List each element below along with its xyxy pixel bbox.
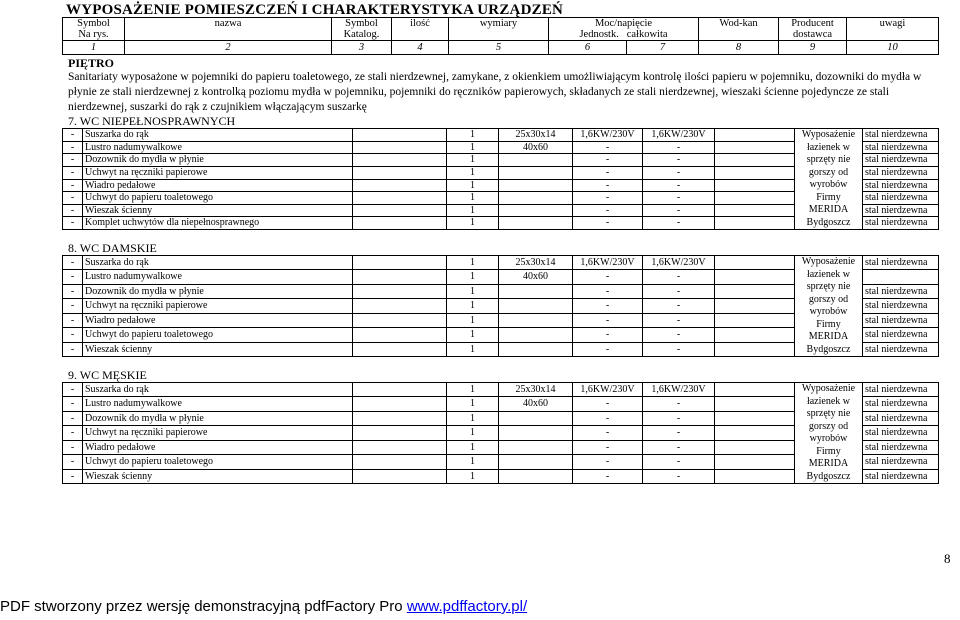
producer-cell: Wyposażenie łazienek w sprzęty nie gorszy od wyrobów Firmy MERIDA Bydgoszcz <box>795 256 863 357</box>
item-notes: stal nierdzewna <box>863 141 939 154</box>
item-power-unit: - <box>573 299 643 313</box>
item-name: Wiadro pedałowe <box>83 440 353 454</box>
item-power-unit: - <box>573 455 643 469</box>
col-number: 7 <box>627 41 699 55</box>
col-number: 3 <box>332 41 392 55</box>
item-power-unit: 1,6KW/230V <box>573 383 643 397</box>
item-wodkan <box>715 397 795 411</box>
item-notes: stal nierdzewna <box>863 426 939 440</box>
col-number: 10 <box>847 41 939 55</box>
row-dash: - <box>63 426 83 440</box>
row-dash: - <box>63 313 83 327</box>
item-name: Dozownik do mydła w płynie <box>83 284 353 298</box>
item-notes: stal nierdzewna <box>863 342 939 356</box>
header-symbol: Symbol Na rys. <box>63 18 125 41</box>
row-dash: - <box>63 204 83 217</box>
equipment-description: Sanitariaty wyposażone w pojemniki do papieru toaletowego, ze stali nierdzewnej, zamykane, z okienkiem umożliwiającym kontrolę ilości papieru w pojemniku, dozowniki do mydła w płynie ze stali nierdzewnej z kontrolką poziomu mydła w pojemniku, pojemniki do ręczników papierowych, składanych ze stali nierdzewnej, wieszaki ścienne pojedyncze ze stali nierdzewnej, suszarki do rąk z czujnikiem włączającym suszarkę <box>68 71 922 113</box>
item-notes: stal nierdzewna <box>863 204 939 217</box>
item-notes: stal nierdzewna <box>863 192 939 205</box>
item-wodkan <box>715 204 795 217</box>
item-dimensions: 25x30x14 <box>499 256 573 270</box>
item-power-unit: - <box>573 141 643 154</box>
item-dimensions <box>499 217 573 230</box>
item-wodkan <box>715 455 795 469</box>
item-catalog-symbol <box>353 270 447 284</box>
header-quantity: ilość <box>392 18 449 41</box>
item-wodkan <box>715 179 795 192</box>
row-dash: - <box>63 328 83 342</box>
item-catalog-symbol <box>353 426 447 440</box>
row-dash: - <box>63 192 83 205</box>
item-power-total: - <box>643 299 715 313</box>
page-title: WYPOSAŻENIE POMIESZCZEŃ I CHARAKTERYSTYKA URZĄDZEŃ <box>66 2 564 18</box>
item-notes: stal nierdzewna <box>863 179 939 192</box>
item-wodkan <box>715 313 795 327</box>
item-dimensions <box>499 440 573 454</box>
item-quantity: 1 <box>447 299 499 313</box>
item-catalog-symbol <box>353 440 447 454</box>
item-notes: stal nierdzewna <box>863 469 939 483</box>
item-quantity: 1 <box>447 256 499 270</box>
item-power-total: - <box>643 411 715 425</box>
item-quantity: 1 <box>447 192 499 205</box>
item-wodkan <box>715 328 795 342</box>
pdf-footer <box>0 598 527 615</box>
item-power-total: - <box>643 166 715 179</box>
item-name: Wieszak ścienny <box>83 204 353 217</box>
col-number: 9 <box>779 41 847 55</box>
item-dimensions <box>499 469 573 483</box>
item-quantity: 1 <box>447 284 499 298</box>
item-power-total: 1,6KW/230V <box>643 256 715 270</box>
item-name: Lustro nadumywalkowe <box>83 141 353 154</box>
item-catalog-symbol <box>353 313 447 327</box>
item-notes: stal nierdzewna <box>863 217 939 230</box>
header-number-row <box>63 41 939 55</box>
item-quantity: 1 <box>447 179 499 192</box>
item-catalog-symbol <box>353 469 447 483</box>
table-row <box>63 129 939 142</box>
item-power-unit: - <box>573 179 643 192</box>
item-power-unit: - <box>573 154 643 167</box>
row-dash: - <box>63 129 83 142</box>
item-catalog-symbol <box>353 256 447 270</box>
item-catalog-symbol <box>353 129 447 142</box>
header-producer: Producent dostawca <box>779 18 847 41</box>
item-wodkan <box>715 166 795 179</box>
item-quantity: 1 <box>447 455 499 469</box>
section-title: 9. WC MĘSKIE <box>68 368 147 382</box>
item-wodkan <box>715 284 795 298</box>
item-notes: stal nierdzewna <box>863 129 939 142</box>
item-dimensions <box>499 204 573 217</box>
item-dimensions: 40x60 <box>499 141 573 154</box>
item-power-unit: - <box>573 204 643 217</box>
item-name: Uchwyt do papieru toaletowego <box>83 192 353 205</box>
item-power-total: - <box>643 426 715 440</box>
item-power-unit: - <box>573 440 643 454</box>
item-wodkan <box>715 217 795 230</box>
item-power-unit: - <box>573 328 643 342</box>
item-power-unit: - <box>573 166 643 179</box>
item-dimensions <box>499 284 573 298</box>
row-dash: - <box>63 469 83 483</box>
item-dimensions <box>499 166 573 179</box>
item-catalog-symbol <box>353 455 447 469</box>
item-dimensions: 25x30x14 <box>499 383 573 397</box>
col-number: 2 <box>125 41 332 55</box>
row-dash: - <box>63 411 83 425</box>
item-name: Suszarka do rąk <box>83 129 353 142</box>
item-power-total: - <box>643 328 715 342</box>
item-power-total: - <box>643 397 715 411</box>
item-power-total: - <box>643 284 715 298</box>
equipment-table <box>62 382 939 484</box>
row-dash: - <box>63 383 83 397</box>
item-quantity: 1 <box>447 342 499 356</box>
item-quantity: 1 <box>447 141 499 154</box>
item-notes: stal nierdzewna <box>863 299 939 313</box>
item-power-unit: 1,6KW/230V <box>573 256 643 270</box>
item-dimensions <box>499 299 573 313</box>
item-power-total: - <box>643 313 715 327</box>
item-power-total: 1,6KW/230V <box>643 129 715 142</box>
header-name: nazwa <box>125 18 332 41</box>
row-dash: - <box>63 141 83 154</box>
item-notes: stal nierdzewna <box>863 166 939 179</box>
item-power-total: - <box>643 455 715 469</box>
item-name: Dozownik do mydła w płynie <box>83 154 353 167</box>
row-dash: - <box>63 455 83 469</box>
item-notes: stal nierdzewna <box>863 256 939 270</box>
item-power-total: - <box>643 469 715 483</box>
item-power-unit: - <box>573 342 643 356</box>
item-wodkan <box>715 256 795 270</box>
item-quantity: 1 <box>447 270 499 284</box>
equipment-table <box>62 255 939 357</box>
item-quantity: 1 <box>447 204 499 217</box>
item-notes: stal nierdzewna <box>863 455 939 469</box>
sections-container <box>62 115 938 484</box>
header-dimensions: wymiary <box>449 18 549 41</box>
item-quantity: 1 <box>447 383 499 397</box>
item-quantity: 1 <box>447 328 499 342</box>
item-name: Lustro nadumywalkowe <box>83 397 353 411</box>
header-power: Moc/napięcie Jednostk. całkowita <box>549 18 699 41</box>
item-power-unit: - <box>573 192 643 205</box>
item-name: Wieszak ścienny <box>83 342 353 356</box>
item-wodkan <box>715 129 795 142</box>
producer-cell: Wyposażenie łazienek w sprzęty nie gorszy od wyrobów Firmy MERIDA Bydgoszcz <box>795 129 863 230</box>
item-name: Dozownik do mydła w płynie <box>83 411 353 425</box>
row-dash: - <box>63 217 83 230</box>
item-wodkan <box>715 154 795 167</box>
item-power-unit: - <box>573 469 643 483</box>
item-quantity: 1 <box>447 217 499 230</box>
row-dash: - <box>63 270 83 284</box>
item-catalog-symbol <box>353 397 447 411</box>
item-name: Suszarka do rąk <box>83 256 353 270</box>
item-quantity: 1 <box>447 166 499 179</box>
item-power-total: - <box>643 217 715 230</box>
item-wodkan <box>715 299 795 313</box>
item-dimensions <box>499 411 573 425</box>
item-dimensions: 25x30x14 <box>499 129 573 142</box>
item-name: Uchwyt na ręczniki papierowe <box>83 299 353 313</box>
item-power-unit: - <box>573 397 643 411</box>
item-catalog-symbol <box>353 411 447 425</box>
item-dimensions <box>499 192 573 205</box>
item-notes: stal nierdzewna <box>863 397 939 411</box>
footer-link[interactable]: www.pdffactory.pl/ <box>406 598 528 615</box>
row-dash: - <box>63 284 83 298</box>
item-notes: stal nierdzewna <box>863 313 939 327</box>
item-power-total: 1,6KW/230V <box>643 383 715 397</box>
item-wodkan <box>715 411 795 425</box>
table-row <box>63 256 939 270</box>
row-dash: - <box>63 179 83 192</box>
item-catalog-symbol <box>353 192 447 205</box>
item-dimensions <box>499 342 573 356</box>
item-dimensions <box>499 154 573 167</box>
item-quantity: 1 <box>447 440 499 454</box>
equipment-table <box>62 128 939 230</box>
item-power-total: - <box>643 440 715 454</box>
header-wodkan: Wod-kan <box>699 18 779 41</box>
item-quantity: 1 <box>447 129 499 142</box>
floor-heading: PIĘTRO <box>68 56 115 70</box>
header-catalog-symbol: Symbol Katalog. <box>332 18 392 41</box>
item-wodkan <box>715 342 795 356</box>
item-power-unit: - <box>573 284 643 298</box>
item-wodkan <box>715 270 795 284</box>
section-title: 7. WC NIEPEŁNOSPRAWNYCH <box>68 114 236 128</box>
document-body <box>62 17 938 484</box>
item-notes: stal nierdzewna <box>863 411 939 425</box>
item-name: Uchwyt do papieru toaletowego <box>83 328 353 342</box>
page-number: 8 <box>944 551 951 566</box>
row-dash: - <box>63 299 83 313</box>
section-title: 8. WC DAMSKIE <box>68 241 157 255</box>
item-dimensions <box>499 455 573 469</box>
item-notes: stal nierdzewna <box>863 440 939 454</box>
item-power-total: - <box>643 342 715 356</box>
item-name: Suszarka do rąk <box>83 383 353 397</box>
item-notes: stal nierdzewna <box>863 328 939 342</box>
item-power-total: - <box>643 270 715 284</box>
header-notes: uwagi <box>847 18 939 41</box>
item-power-unit: - <box>573 411 643 425</box>
item-power-unit: - <box>573 270 643 284</box>
item-notes: stal nierdzewna <box>863 383 939 397</box>
item-dimensions <box>499 179 573 192</box>
item-power-total: - <box>643 192 715 205</box>
item-notes: stal nierdzewna <box>863 154 939 167</box>
header-table <box>62 17 939 55</box>
item-power-total: - <box>643 179 715 192</box>
item-catalog-symbol <box>353 383 447 397</box>
row-dash: - <box>63 256 83 270</box>
item-dimensions <box>499 313 573 327</box>
item-dimensions <box>499 328 573 342</box>
item-wodkan <box>715 383 795 397</box>
producer-cell: Wyposażenie łazienek w sprzęty nie gorszy od wyrobów Firmy MERIDA Bydgoszcz <box>795 383 863 484</box>
item-wodkan <box>715 141 795 154</box>
footer-text: PDF stworzony przez wersję demonstracyjną pdfFactory Pro <box>0 598 407 615</box>
item-power-total: - <box>643 141 715 154</box>
item-power-unit: - <box>573 313 643 327</box>
item-catalog-symbol <box>353 166 447 179</box>
row-dash: - <box>63 342 83 356</box>
item-power-unit: 1,6KW/230V <box>573 129 643 142</box>
item-name: Wiadro pedałowe <box>83 179 353 192</box>
row-dash: - <box>63 154 83 167</box>
col-number: 1 <box>63 41 125 55</box>
item-catalog-symbol <box>353 204 447 217</box>
table-row <box>63 383 939 397</box>
item-quantity: 1 <box>447 154 499 167</box>
item-name: Wiadro pedałowe <box>83 313 353 327</box>
col-number: 4 <box>392 41 449 55</box>
item-dimensions: 40x60 <box>499 397 573 411</box>
row-dash: - <box>63 440 83 454</box>
item-wodkan <box>715 469 795 483</box>
col-number: 5 <box>449 41 549 55</box>
item-power-unit: - <box>573 217 643 230</box>
item-quantity: 1 <box>447 426 499 440</box>
col-number: 6 <box>549 41 627 55</box>
item-wodkan <box>715 426 795 440</box>
item-name: Uchwyt na ręczniki papierowe <box>83 166 353 179</box>
item-name: Uchwyt do papieru toaletowego <box>83 455 353 469</box>
item-catalog-symbol <box>353 217 447 230</box>
item-name: Wieszak ścienny <box>83 469 353 483</box>
item-wodkan <box>715 192 795 205</box>
item-wodkan <box>715 440 795 454</box>
item-quantity: 1 <box>447 411 499 425</box>
item-name: Uchwyt na ręczniki papierowe <box>83 426 353 440</box>
item-catalog-symbol <box>353 141 447 154</box>
item-catalog-symbol <box>353 179 447 192</box>
row-dash: - <box>63 397 83 411</box>
item-power-unit: - <box>573 426 643 440</box>
item-catalog-symbol <box>353 342 447 356</box>
item-notes <box>863 270 939 284</box>
item-power-total: - <box>643 154 715 167</box>
item-catalog-symbol <box>353 299 447 313</box>
item-quantity: 1 <box>447 469 499 483</box>
section-gap <box>62 357 938 369</box>
row-dash: - <box>63 166 83 179</box>
item-quantity: 1 <box>447 397 499 411</box>
item-notes: stal nierdzewna <box>863 284 939 298</box>
item-catalog-symbol <box>353 154 447 167</box>
item-catalog-symbol <box>353 284 447 298</box>
item-name: Komplet uchwytów dla niepełnosprawnego <box>83 217 353 230</box>
item-dimensions <box>499 426 573 440</box>
item-name: Lustro nadumywalkowe <box>83 270 353 284</box>
item-quantity: 1 <box>447 313 499 327</box>
item-catalog-symbol <box>353 328 447 342</box>
section-gap <box>62 230 938 242</box>
col-number: 8 <box>699 41 779 55</box>
item-dimensions: 40x60 <box>499 270 573 284</box>
item-power-total: - <box>643 204 715 217</box>
